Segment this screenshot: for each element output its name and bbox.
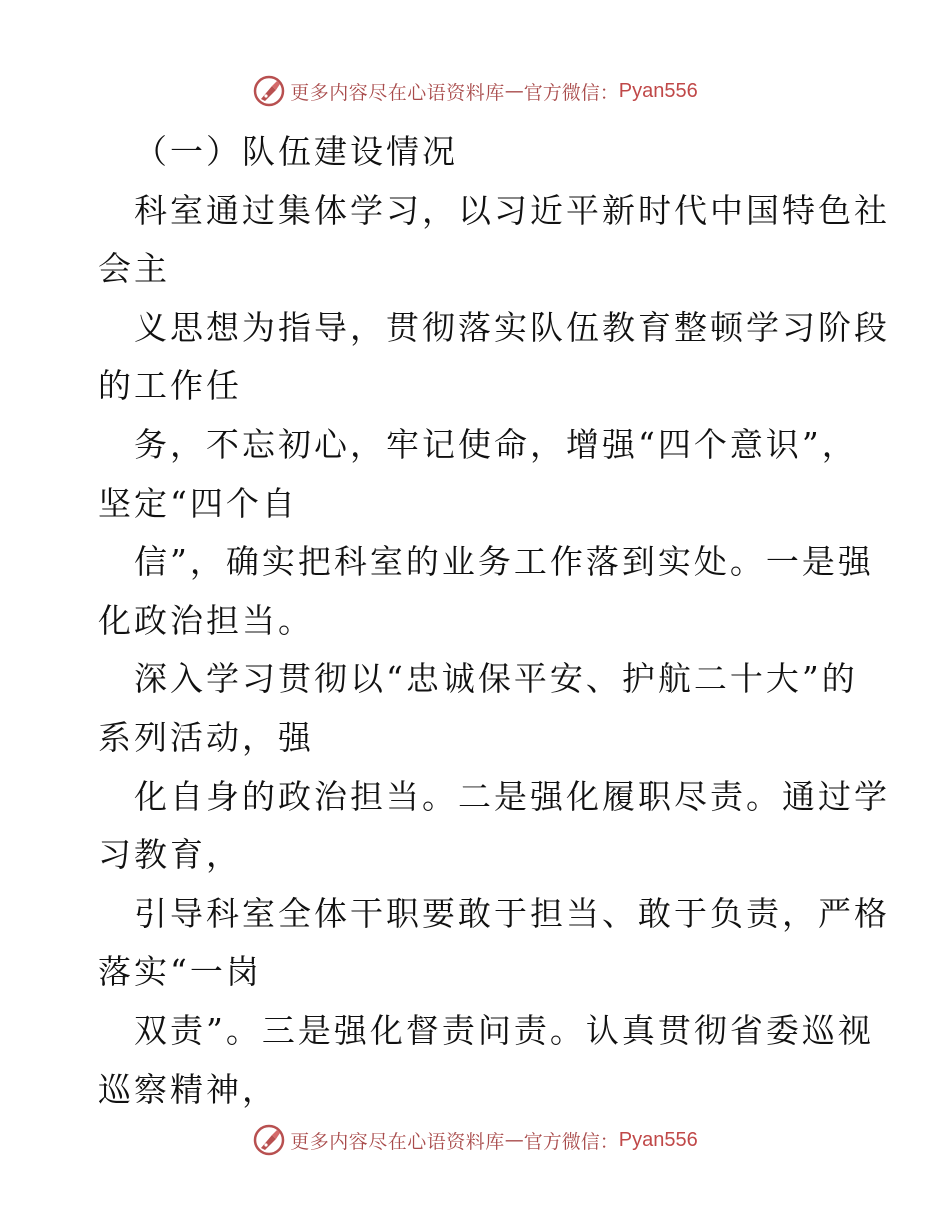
paragraph-line: 坚定“四个自 bbox=[98, 483, 298, 523]
paragraph-line: 化自身的政治担当。二是强化履职尽责。通过学 bbox=[134, 776, 890, 816]
banner-wechat-id: Pyan556 bbox=[618, 1128, 698, 1151]
banner-separator: — bbox=[504, 1129, 524, 1151]
banner-wechat-label: 官方微信： bbox=[523, 1130, 619, 1153]
paragraph-line: 义思想为指导，贯彻落实队伍教育整顿学习阶段 bbox=[134, 307, 890, 347]
paragraph-line: 习教育， bbox=[98, 835, 242, 875]
banner-wechat-label: 官方微信： bbox=[523, 81, 619, 104]
header-banner bbox=[0, 71, 950, 111]
document-body bbox=[98, 123, 890, 1119]
banner-wechat-id: Pyan556 bbox=[618, 79, 698, 102]
paragraph-line: 落实“一岗 bbox=[98, 952, 262, 992]
paragraph-line: 务，不忘初心，牢记使命，增强“四个意识”， bbox=[134, 424, 858, 464]
paragraph-line: 引导科室全体干职要敢于担当、敢于负责，严格 bbox=[134, 893, 890, 933]
banner-text: 更多内容尽在心语资料库 bbox=[290, 81, 505, 104]
paragraph-line: 信”，确实把科室的业务工作落到实处。一是强 bbox=[134, 542, 874, 582]
footer-banner bbox=[0, 1120, 950, 1160]
pen-nib-logo-icon bbox=[252, 1123, 286, 1157]
banner-separator: — bbox=[504, 80, 524, 102]
paragraph-line: 的工作任 bbox=[98, 366, 242, 406]
paragraph-line: 科室通过集体学习，以习近平新时代中国特色社 bbox=[134, 190, 890, 230]
paragraph-line: 巡察精神， bbox=[98, 1069, 278, 1109]
paragraph-line: 会主 bbox=[98, 249, 170, 289]
paragraph-line: 系列活动，强 bbox=[98, 717, 314, 757]
section-title: （一）队伍建设情况 bbox=[134, 132, 458, 171]
pen-nib-logo-icon bbox=[252, 74, 286, 108]
paragraph-line: 化政治担当。 bbox=[98, 600, 314, 640]
paragraph-line: 双责”。三是强化督责问责。认真贯彻省委巡视 bbox=[134, 1010, 874, 1050]
banner-text: 更多内容尽在心语资料库 bbox=[290, 1130, 505, 1153]
paragraph-line: 深入学习贯彻以“忠诚保平安、护航二十大”的 bbox=[134, 659, 858, 699]
